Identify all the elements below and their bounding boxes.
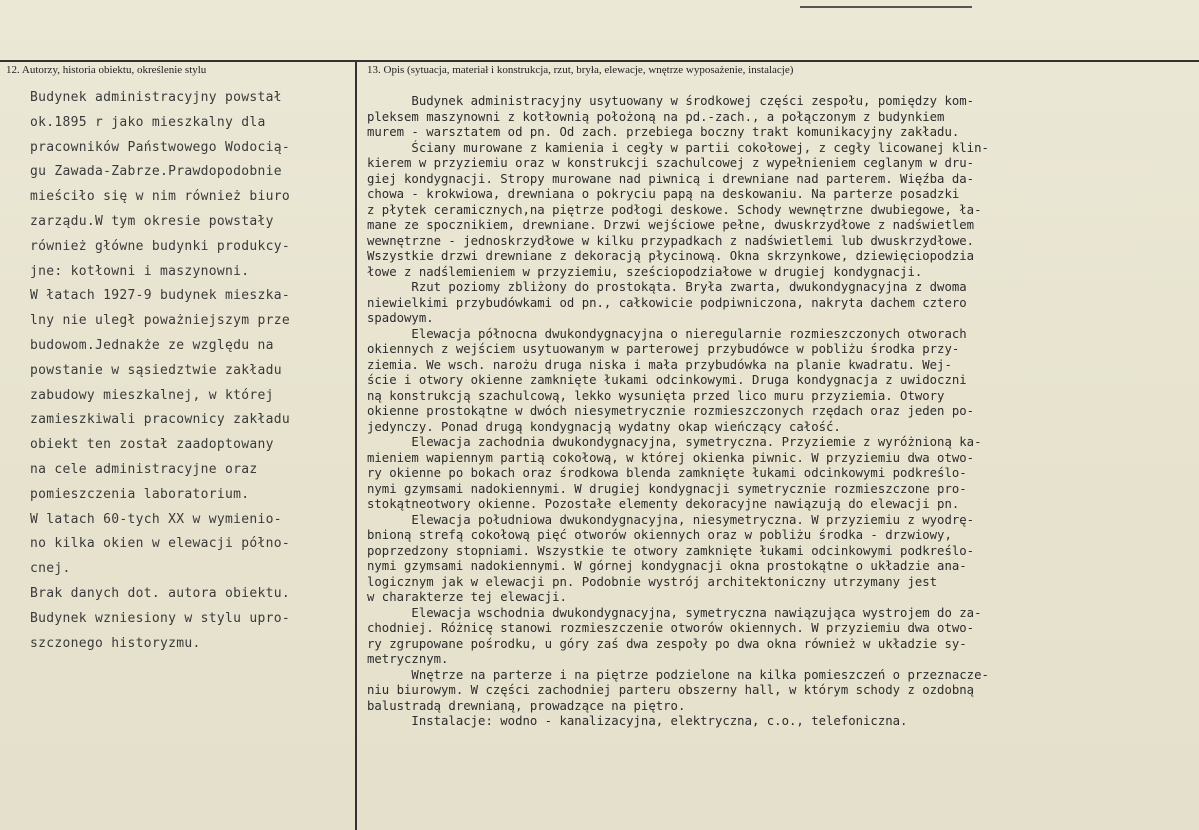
history-text-line: budowom.Jednakże ze względu na — [30, 337, 274, 353]
history-text-line: cnej. — [30, 561, 71, 577]
description-text-line: bnioną strefą cokołową pięć otworów okiennych oraz w pobliżu środka - drzwiowy, — [367, 528, 952, 542]
history-text-line: jne: kotłowni i maszynowni. — [30, 263, 250, 279]
description-text-line: poprzedzony stopniami. Wszystkie te otwory zamknięte łukami odcinkowymi podkreślo- — [367, 543, 975, 558]
description-text-line: kierem w przyziemiu oraz w konstrukcji szachulcowej z wypełnieniem ceglanym w dru- — [367, 156, 975, 170]
description-text-line: w charakterze tej elewacji. — [367, 590, 567, 604]
history-text-line: W łatach 1927-9 budynek mieszka- — [30, 288, 291, 304]
description-text-line: Elewacja zachodnia dwukondygnacyjna, symetryczna. Przyziemie z wyróżnioną ka- — [367, 435, 982, 449]
history-text-line: mieściło się w nim również biuro — [30, 189, 291, 205]
history-text-line: zamieszkiwali pracownicy zakładu — [30, 412, 291, 428]
top-tab-marker — [800, 0, 972, 8]
description-text-line: pleksem maszynowni z kotłownią położoną na pd.-zach., a połączonym z budynkiem — [367, 109, 945, 124]
description-text-line: Ściany murowane z kamienia i cegły w partii cokołowej, z cegły licowanej klin- — [367, 140, 989, 155]
header-rule — [0, 60, 1199, 62]
description-text-line: okiennych z wejściem usytuowanym w parterowej przybudówce w pobliżu środka przy- — [367, 342, 960, 356]
history-text-line: zarządu.W tym okresie powstały — [30, 213, 274, 229]
history-text-line: pomieszczenia laboratorium. — [30, 486, 250, 502]
description-text-line: mane ze spocznikiem, drewniane. Drzwi wejściowe pełne, dwuskrzydłowe z nadświetlem — [367, 218, 975, 232]
history-text-line: ok.1895 r jako mieszkalny dla — [30, 114, 266, 130]
history-text-line: obiekt ten został zaadoptowany — [30, 437, 274, 453]
description-text-line: Elewacja wschodnia dwukondygnacyjna, symetryczna nawiązująca wystrojem do za- — [367, 605, 982, 620]
description-text-line: balustradą drewnianą, prowadzące na piętro. — [367, 698, 686, 713]
description-text-line: niu biurowym. W części zachodniej parteru obszerny hall, w którym schody z ozdobną — [367, 683, 975, 697]
description-text-line: spadowym. — [367, 311, 434, 325]
description-text-line: jedynczy. Ponad drugą kondygnacją wydatny okap wieńczący całość. — [367, 419, 841, 434]
description-text-line: logicznym jak w elewacji pn. Podobnie wystrój architektoniczny utrzymany jest — [367, 574, 938, 589]
section-12-header: 12. Autorzy, historia obiektu, określenie stylu — [6, 64, 207, 76]
description-text-line: giej kondygnacji. Stropy murowane nad piwnicą i drewniane nad parterem. Więźba da- — [367, 171, 975, 186]
description-text-line: wewnętrzne - jednoskrzydłowe w kilku przypadkach z nadświetlemi lub dwuskrzydłowe. — [367, 233, 975, 248]
history-text-line: lny nie uległ poważniejszym prze — [30, 313, 291, 329]
description-text-line: niewielkimi przybudówkami od pn., całkowicie podpiwniczona, nakryta dachem cztero — [367, 295, 967, 310]
description-text-line: łowe z nadślemieniem w przyziemiu, sześciopodziałowe w drugiej kondygnacji. — [367, 264, 923, 279]
description-text-line: Wnętrze na parterze i na piętrze podzielone na kilka pomieszczeń o przeznacze- — [367, 667, 989, 682]
description-text-line: ną konstrukcją szachulcową, lekko wysunięta przed lico muru przyziemia. Otwory — [367, 388, 945, 403]
column-divider — [355, 61, 357, 830]
description-text-line: murem - warsztatem od pn. Od zach. przebiega boczny trakt komunikacyjny zakładu. — [367, 125, 960, 139]
description-text-line: ście i otwory okienne zamknięte łukami odcinkowymi. Druga kondygnacja z uwidoczni — [367, 373, 967, 387]
description-text-line: Rzut poziomy zbliżony do prostokąta. Bryła zwarta, dwukondygnacyjna z dwoma — [367, 280, 967, 294]
description-text-line: Elewacja północna dwukondygnacyjna o nieregularnie rozmieszczonych otworach — [367, 326, 967, 341]
description-text-line: Instalacje: wodno - kanalizacyjna, elektryczna, c.o., telefoniczna. — [367, 714, 908, 728]
history-text-line: gu Zawada-Zabrze.Prawdopodobnie — [30, 164, 282, 180]
section-13-header: 13. Opis (sytuacja, materiał i konstrukcja, rzut, bryła, elewacje, wnętrze wyposażenie, instalacje) — [367, 64, 794, 76]
description-text-line: nymi gzymsami nadokiennymi. W górnej kondygnacji okna prostokątne o układzie ana- — [367, 559, 967, 573]
history-text-line: Budynek wzniesiony w stylu upro- — [30, 610, 291, 626]
history-text-line: pracowników Państwowego Wodocią- — [30, 139, 291, 155]
description-text-line: Elewacja południowa dwukondygnacyjna, niesymetryczna. W przyziemiu z wyodrę- — [367, 512, 975, 527]
description-text-line: z płytek ceramicznych,na piętrze podłogi deskowe. Schody wewnętrzne dwubiegowe, ła- — [367, 202, 982, 217]
description-text-line: ziemia. We wsch. narożu druga niska i mała przybudówka na planie kwadratu. Wej- — [367, 357, 952, 372]
history-text-line: na cele administracyjne oraz — [30, 461, 258, 477]
description-text-line: chodniej. Różnicę stanowi rozmieszczenie otworów okiennych. W przyziemiu dwa otwo- — [367, 621, 975, 635]
description-text-line: metrycznym. — [367, 652, 449, 666]
history-text-line: W latach 60-tych XX w wymienio- — [30, 511, 282, 527]
history-text-line: Brak danych dot. autora obiektu. — [30, 585, 291, 601]
history-text-line: powstanie w sąsiedztwie zakładu — [30, 362, 282, 378]
history-text-line: Budynek administracyjny powstał — [30, 90, 282, 105]
history-text-block — [30, 86, 352, 656]
description-text-line: stokątneotwory okienne. Pozostałe elementy dekoracyjne nawiązują do elewacji pn. — [367, 497, 960, 511]
description-text-line: nymi gzymsami nadokiennymi. W drugiej kondygnacji symetrycznie rozmieszczone pro- — [367, 481, 967, 496]
history-text-line: zabudowy mieszkalnej, w której — [30, 387, 274, 403]
description-text-line: Budynek administracyjny usytuowany w środkowej części zespołu, pomiędzy kom- — [367, 94, 975, 108]
description-text-line: Wszystkie drzwi drewniane z dekoracją płycinową. Okna skrzynkowe, dziewięciopodzia — [367, 249, 975, 263]
history-text-line: również główne budynki produkcy- — [30, 238, 291, 254]
history-text-line: szczonego historyzmu. — [30, 635, 201, 651]
description-text-line: mieniem wapiennym partią cokołową, w której okienka piwnic. W przyziemiu dwa otwo- — [367, 450, 975, 465]
description-text-line: ry zgrupowane pośrodku, u góry zaś dwa zespoły po dwa okna również w układzie sy- — [367, 636, 967, 651]
description-text-block — [367, 94, 1197, 730]
description-text-line: ry okienne po bokach oraz środkowa blenda zamknięte łukami odcinkowymi podkreślo- — [367, 466, 967, 480]
description-text-line: chowa - krokwiowa, drewniana o pokryciu papą na deskowaniu. Na parterze posadzki — [367, 187, 960, 201]
history-text-line: no kilka okien w elewacji półno- — [30, 536, 291, 552]
description-text-line: okienne prostokątne w dwóch niesymetrycznie rozmieszczonych rzędach oraz jeden po- — [367, 404, 975, 418]
